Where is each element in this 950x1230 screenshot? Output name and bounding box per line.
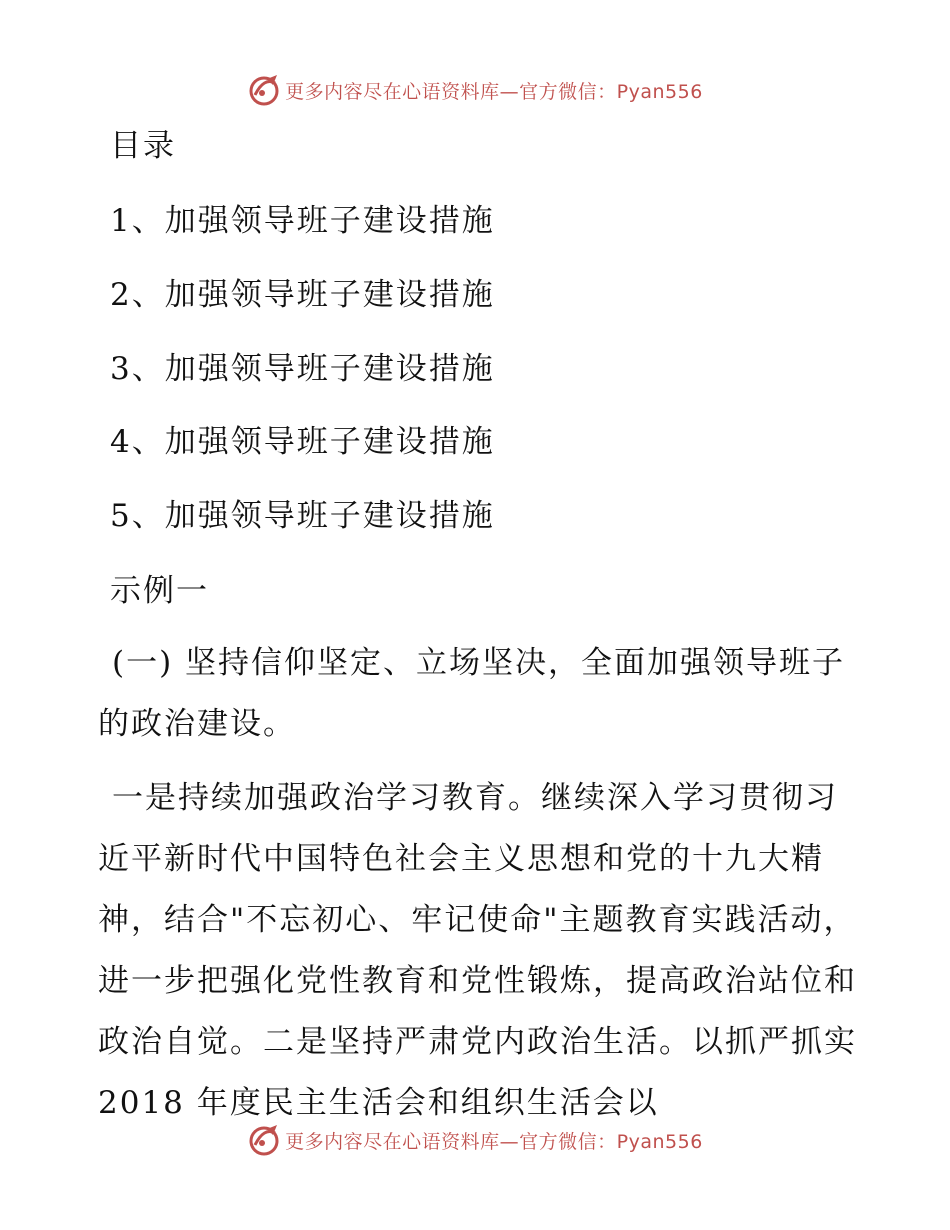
- example-label: 示例一: [110, 573, 209, 609]
- toc-title: 目录: [110, 128, 176, 164]
- footer-banner: [0, 1120, 950, 1160]
- toc-item: 3、加强领导班子建设措施: [110, 351, 495, 387]
- section-heading: [98, 633, 858, 755]
- toc-item: 1、加强领导班子建设措施: [110, 203, 495, 239]
- banner-text: 更多内容尽在心语资料库—官方微信：Pyan556: [285, 1130, 703, 1153]
- section-heading-text: (一) 坚持信仰坚定、立场坚决，全面加强领导班子的政治建设。: [98, 645, 846, 742]
- library-logo-icon: [247, 1123, 281, 1157]
- toc-item: 5、加强领导班子建设措施: [110, 498, 495, 534]
- header-banner: [0, 70, 950, 110]
- body-paragraph-text: 一是持续加强政治学习教育。继续深入学习贯彻习近平新时代中国特色社会主义思想和党的十九大精神，结合"不忘初心、牢记使命"主题教育实践活动，进一步把强化党性教育和党性锻炼，提高政治站位和政治自觉。二是坚持严肃党内政治生活。以抓严抓实 2018 年度民主生活会和组织生活会以: [98, 780, 857, 1121]
- toc-item: 4、加强领导班子建设措施: [110, 424, 495, 460]
- banner-text: 更多内容尽在心语资料库—官方微信：Pyan556: [285, 80, 703, 103]
- body-paragraph: [98, 768, 858, 1134]
- library-logo-icon: [247, 73, 281, 107]
- toc-item: 2、加强领导班子建设措施: [110, 277, 495, 313]
